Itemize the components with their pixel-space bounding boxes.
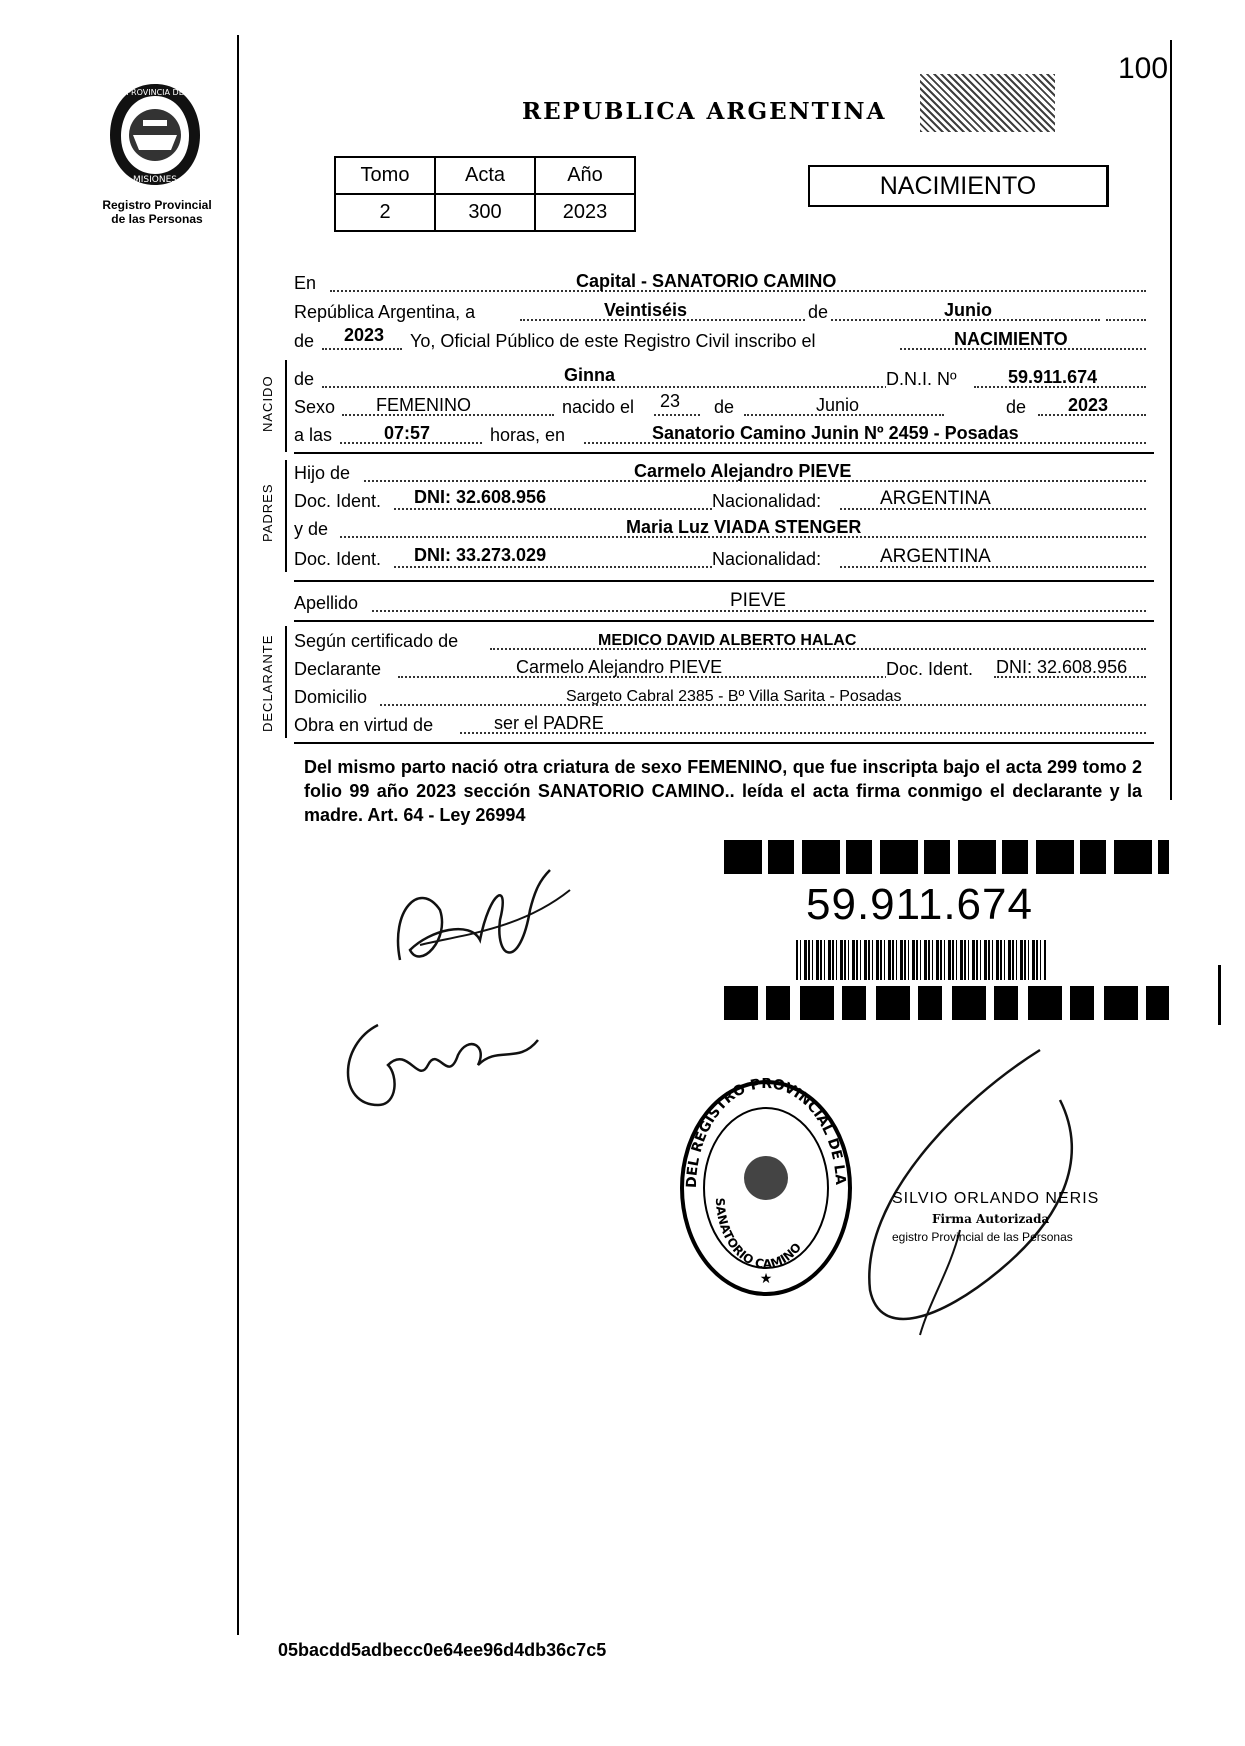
row-segun (294, 628, 1154, 654)
logo-text-top: PROVINCIA DE (126, 88, 184, 97)
declarante-bracket (285, 626, 287, 738)
sexo-label: Sexo (294, 397, 336, 417)
row-domicilio (294, 684, 1154, 710)
province-logo (105, 80, 205, 190)
padres-side-label: PADRES (260, 483, 275, 542)
lugar-value: Sanatorio Camino Junin Nº 2459 - Posadas (652, 423, 1019, 443)
decl-doc-label: Doc. Ident. (886, 659, 974, 679)
nacido-side-label: NACIDO (260, 375, 275, 432)
obra-value: ser el PADRE (494, 713, 604, 733)
official-name: SILVIO ORLANDO NERIS (892, 1190, 1100, 1207)
nombre-label: de (294, 369, 315, 389)
day-value: Veintiséis (604, 300, 688, 320)
doc2-value: DNI: 33.273.029 (414, 545, 547, 565)
year-value: 2023 (344, 325, 385, 345)
domicilio-value: Sargeto Cabral 2385 - Bº Villa Sarita - Posadas (566, 688, 902, 705)
table-header-ano: Año (535, 157, 635, 194)
birth-de-2: de (1006, 397, 1027, 417)
hora-label: a las (294, 425, 333, 445)
official-org: egistro Provincial de las Personas (892, 1230, 1073, 1244)
month-value: Junio (944, 300, 992, 320)
id-stamp (724, 840, 1169, 1020)
doc2-label: Doc. Ident. (294, 549, 382, 569)
nac1-value: ARGENTINA (880, 488, 991, 509)
row-madre (294, 516, 1154, 542)
org-name (82, 198, 232, 226)
padre-value: Carmelo Alejandro PIEVE (634, 461, 852, 481)
doc1-label: Doc. Ident. (294, 491, 382, 511)
document-hash: 05bacdd5adbecc0e64ee96d4db36c7c5 (278, 1640, 607, 1660)
dni-label: D.N.I. Nº (886, 369, 957, 389)
divider-3 (294, 620, 1154, 622)
left-margin-line (237, 35, 239, 1635)
row-doc-padre (294, 488, 1154, 514)
madre-value: Maria Luz VIADA STENGER (626, 517, 862, 537)
right-margin-line (1170, 40, 1172, 800)
yde-label: y de (294, 519, 329, 539)
birth-year: 2023 (1068, 395, 1109, 415)
org-line-1: Registro Provincial (102, 198, 212, 212)
apellido-value: PIEVE (730, 590, 786, 611)
row-inscripcion (294, 325, 1154, 354)
security-pattern (920, 74, 1055, 132)
nac2-value: ARGENTINA (880, 546, 991, 567)
segun-value: MEDICO DAVID ALBERTO HALAC (598, 632, 857, 649)
signature-declarante (380, 850, 580, 1000)
oficial-text: Yo, Oficial Público de este Registro Civil inscribo el (410, 331, 816, 351)
de-label-2: de (294, 331, 315, 351)
birth-de-1: de (714, 397, 735, 417)
hijo-label: Hijo de (294, 463, 351, 483)
doc1-value: DNI: 32.608.956 (414, 487, 547, 507)
divider-1 (294, 452, 1154, 454)
seal-inner-text: SANATORIO CAMINO (712, 1197, 805, 1272)
page-number: 100 (1118, 52, 1169, 85)
row-obra (294, 712, 1154, 738)
divider-4 (294, 742, 1154, 744)
horas-en-label: horas, en (490, 425, 566, 445)
nombre-value: Ginna (564, 365, 616, 385)
table-value-ano: 2023 (535, 194, 635, 231)
row-padre (294, 460, 1154, 486)
row-en (294, 270, 1154, 296)
declarante-label: Declarante (294, 659, 382, 679)
official-block (892, 1190, 1132, 1244)
row-fecha (294, 299, 1154, 325)
registry-table (334, 156, 636, 232)
nac2-label: Nacionalidad: (712, 549, 822, 569)
row-nombre (294, 366, 1154, 392)
official-seal (676, 1078, 856, 1298)
en-value: Capital - SANATORIO CAMINO (576, 271, 837, 291)
nac1-label: Nacionalidad: (712, 491, 822, 511)
seal-outer-text: DEL REGISTRO PROVINCIAL DE LA (683, 1078, 849, 1189)
birth-month: Junio (816, 395, 860, 415)
padres-bracket (285, 460, 287, 572)
decl-doc-value: DNI: 32.608.956 (996, 657, 1128, 677)
obra-label: Obra en virtud de (294, 715, 434, 735)
hora-value: 07:57 (384, 423, 431, 443)
right-edge-mark (1218, 965, 1221, 1025)
table-value-acta: 300 (435, 194, 535, 231)
table-value-tomo: 2 (335, 194, 435, 231)
id-number: 59.911.674 (806, 880, 1033, 929)
apellido-label: Apellido (294, 593, 359, 613)
table-header-tomo: Tomo (335, 157, 435, 194)
segun-label: Según certificado de (294, 631, 459, 651)
birth-day: 23 (660, 391, 681, 411)
nacido-bracket (285, 360, 287, 452)
row-apellido (294, 590, 1154, 616)
row-hora (294, 422, 1154, 448)
row-declarante (294, 656, 1154, 682)
table-header-acta: Acta (435, 157, 535, 194)
id-barcode (796, 940, 1046, 980)
act-type-box: NACIMIENTO (808, 165, 1109, 207)
country-title: REPUBLICA ARGENTINA (522, 98, 887, 125)
row-sexo (294, 391, 1154, 420)
dni-value: 59.911.674 (1008, 367, 1098, 387)
republica-label: República Argentina, a (294, 302, 476, 322)
domicilio-label: Domicilio (294, 687, 368, 707)
sexo-value: FEMENINO (376, 395, 472, 415)
logo-text-bottom: MISIONES (132, 175, 178, 185)
en-label: En (294, 273, 317, 293)
signature-madre (338, 1005, 558, 1115)
observation-text: Del mismo parto nació otra criatura de sexo FEMENINO, que fue inscripta bajo el acta 299 tomo 2 folio 99 año 2023 sección SANATORIO CAMINO.. leída el acta firma conmigo el declarante y la madre. Art. 64 - Ley 26994 (304, 757, 1142, 825)
org-line-2: de las Personas (111, 212, 203, 226)
official-title: Firma Autorizada (932, 1212, 1050, 1226)
de-label: de (808, 302, 829, 322)
row-doc-madre (294, 546, 1154, 572)
svg-text:★: ★ (759, 1271, 773, 1287)
inscribe-value: NACIMIENTO (954, 329, 1068, 349)
divider-2 (294, 580, 1154, 582)
nacido-label: nacido el (562, 397, 635, 417)
declarante-side-label: DECLARANTE (260, 634, 275, 732)
declarante-value: Carmelo Alejandro PIEVE (516, 657, 723, 677)
